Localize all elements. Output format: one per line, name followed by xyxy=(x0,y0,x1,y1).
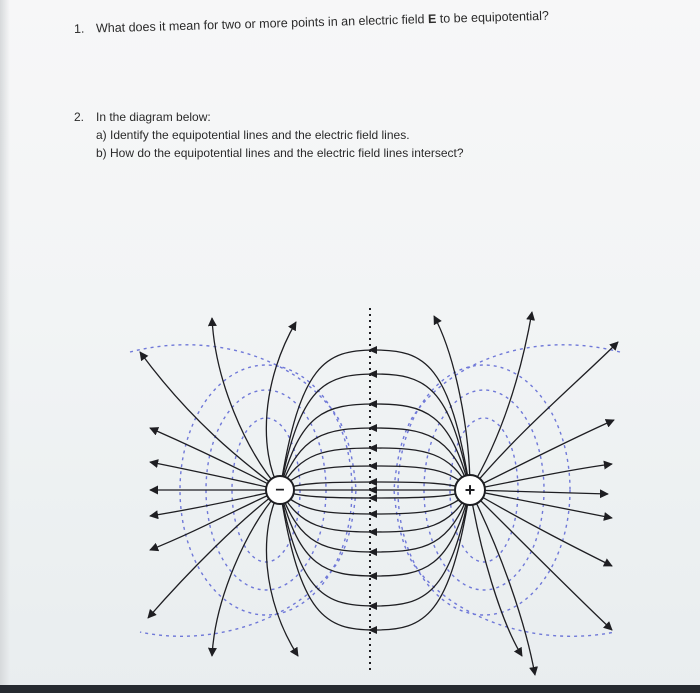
question-1-number: 1. xyxy=(73,21,85,36)
field-line-pos-ray-lr2 xyxy=(470,490,612,566)
negative-charge-symbol: − xyxy=(275,482,285,499)
field-line-connecting-lower-2 xyxy=(280,490,470,514)
midline-arrow-5 xyxy=(368,444,377,452)
field-line-neg-ray-ul3 xyxy=(150,462,280,490)
question-1-text-after: to be equipotential? xyxy=(436,8,550,26)
question-2-intro: In the diagram below: xyxy=(96,110,211,124)
negative-charge xyxy=(266,476,294,504)
field-line-pos-ray-ur1 xyxy=(470,342,618,490)
field-line-neg-ray-ll1 xyxy=(150,490,280,516)
field-line-pos-ray-right xyxy=(470,490,608,494)
field-line-pos-ray-lr1 xyxy=(470,490,612,518)
question-2-intro-line xyxy=(74,110,464,124)
dipole-field-diagram xyxy=(0,300,700,693)
field-line-neg-ray-ll3 xyxy=(148,490,280,618)
question-2 xyxy=(74,110,464,164)
question-1-text-before: What does it mean for two or more points in an electric field xyxy=(95,12,429,36)
midline-arrow-4 xyxy=(368,510,377,518)
midline-arrow-7 xyxy=(368,424,377,432)
field-line-pos-ray-ur2 xyxy=(470,420,614,490)
field-line-neg-ray-lower xyxy=(266,490,298,656)
page-bottom-edge xyxy=(0,685,700,693)
midline-arrow-11 xyxy=(368,370,377,378)
electric-field-lines xyxy=(140,312,618,675)
field-line-pos-ray-ur3 xyxy=(470,464,612,490)
midline-arrow-13 xyxy=(368,346,377,354)
field-symbol: E xyxy=(427,11,437,27)
midline-arrow-15 xyxy=(368,486,377,494)
midline-arrow-6 xyxy=(368,528,377,536)
midline-arrow-1 xyxy=(368,478,377,486)
question-2-part-a: a) Identify the equipotential lines and the electric field lines. xyxy=(96,128,410,142)
field-line-neg-ray-ll2 xyxy=(150,490,280,550)
field-line-pos-ray-bottom xyxy=(470,490,535,675)
midline-arrow-9 xyxy=(368,400,377,408)
field-line-neg-ray-ul1 xyxy=(140,352,280,490)
question-2-number: 2. xyxy=(74,110,85,124)
dipole-field-svg xyxy=(0,300,700,693)
midline-arrow-3 xyxy=(368,462,377,470)
positive-charge xyxy=(455,475,485,505)
positive-charge-symbol: + xyxy=(464,480,476,500)
question-2-part-b: b) How do the equipotential lines and the electric field lines intersect? xyxy=(96,146,464,160)
field-line-connecting-upper-2 xyxy=(280,466,470,490)
